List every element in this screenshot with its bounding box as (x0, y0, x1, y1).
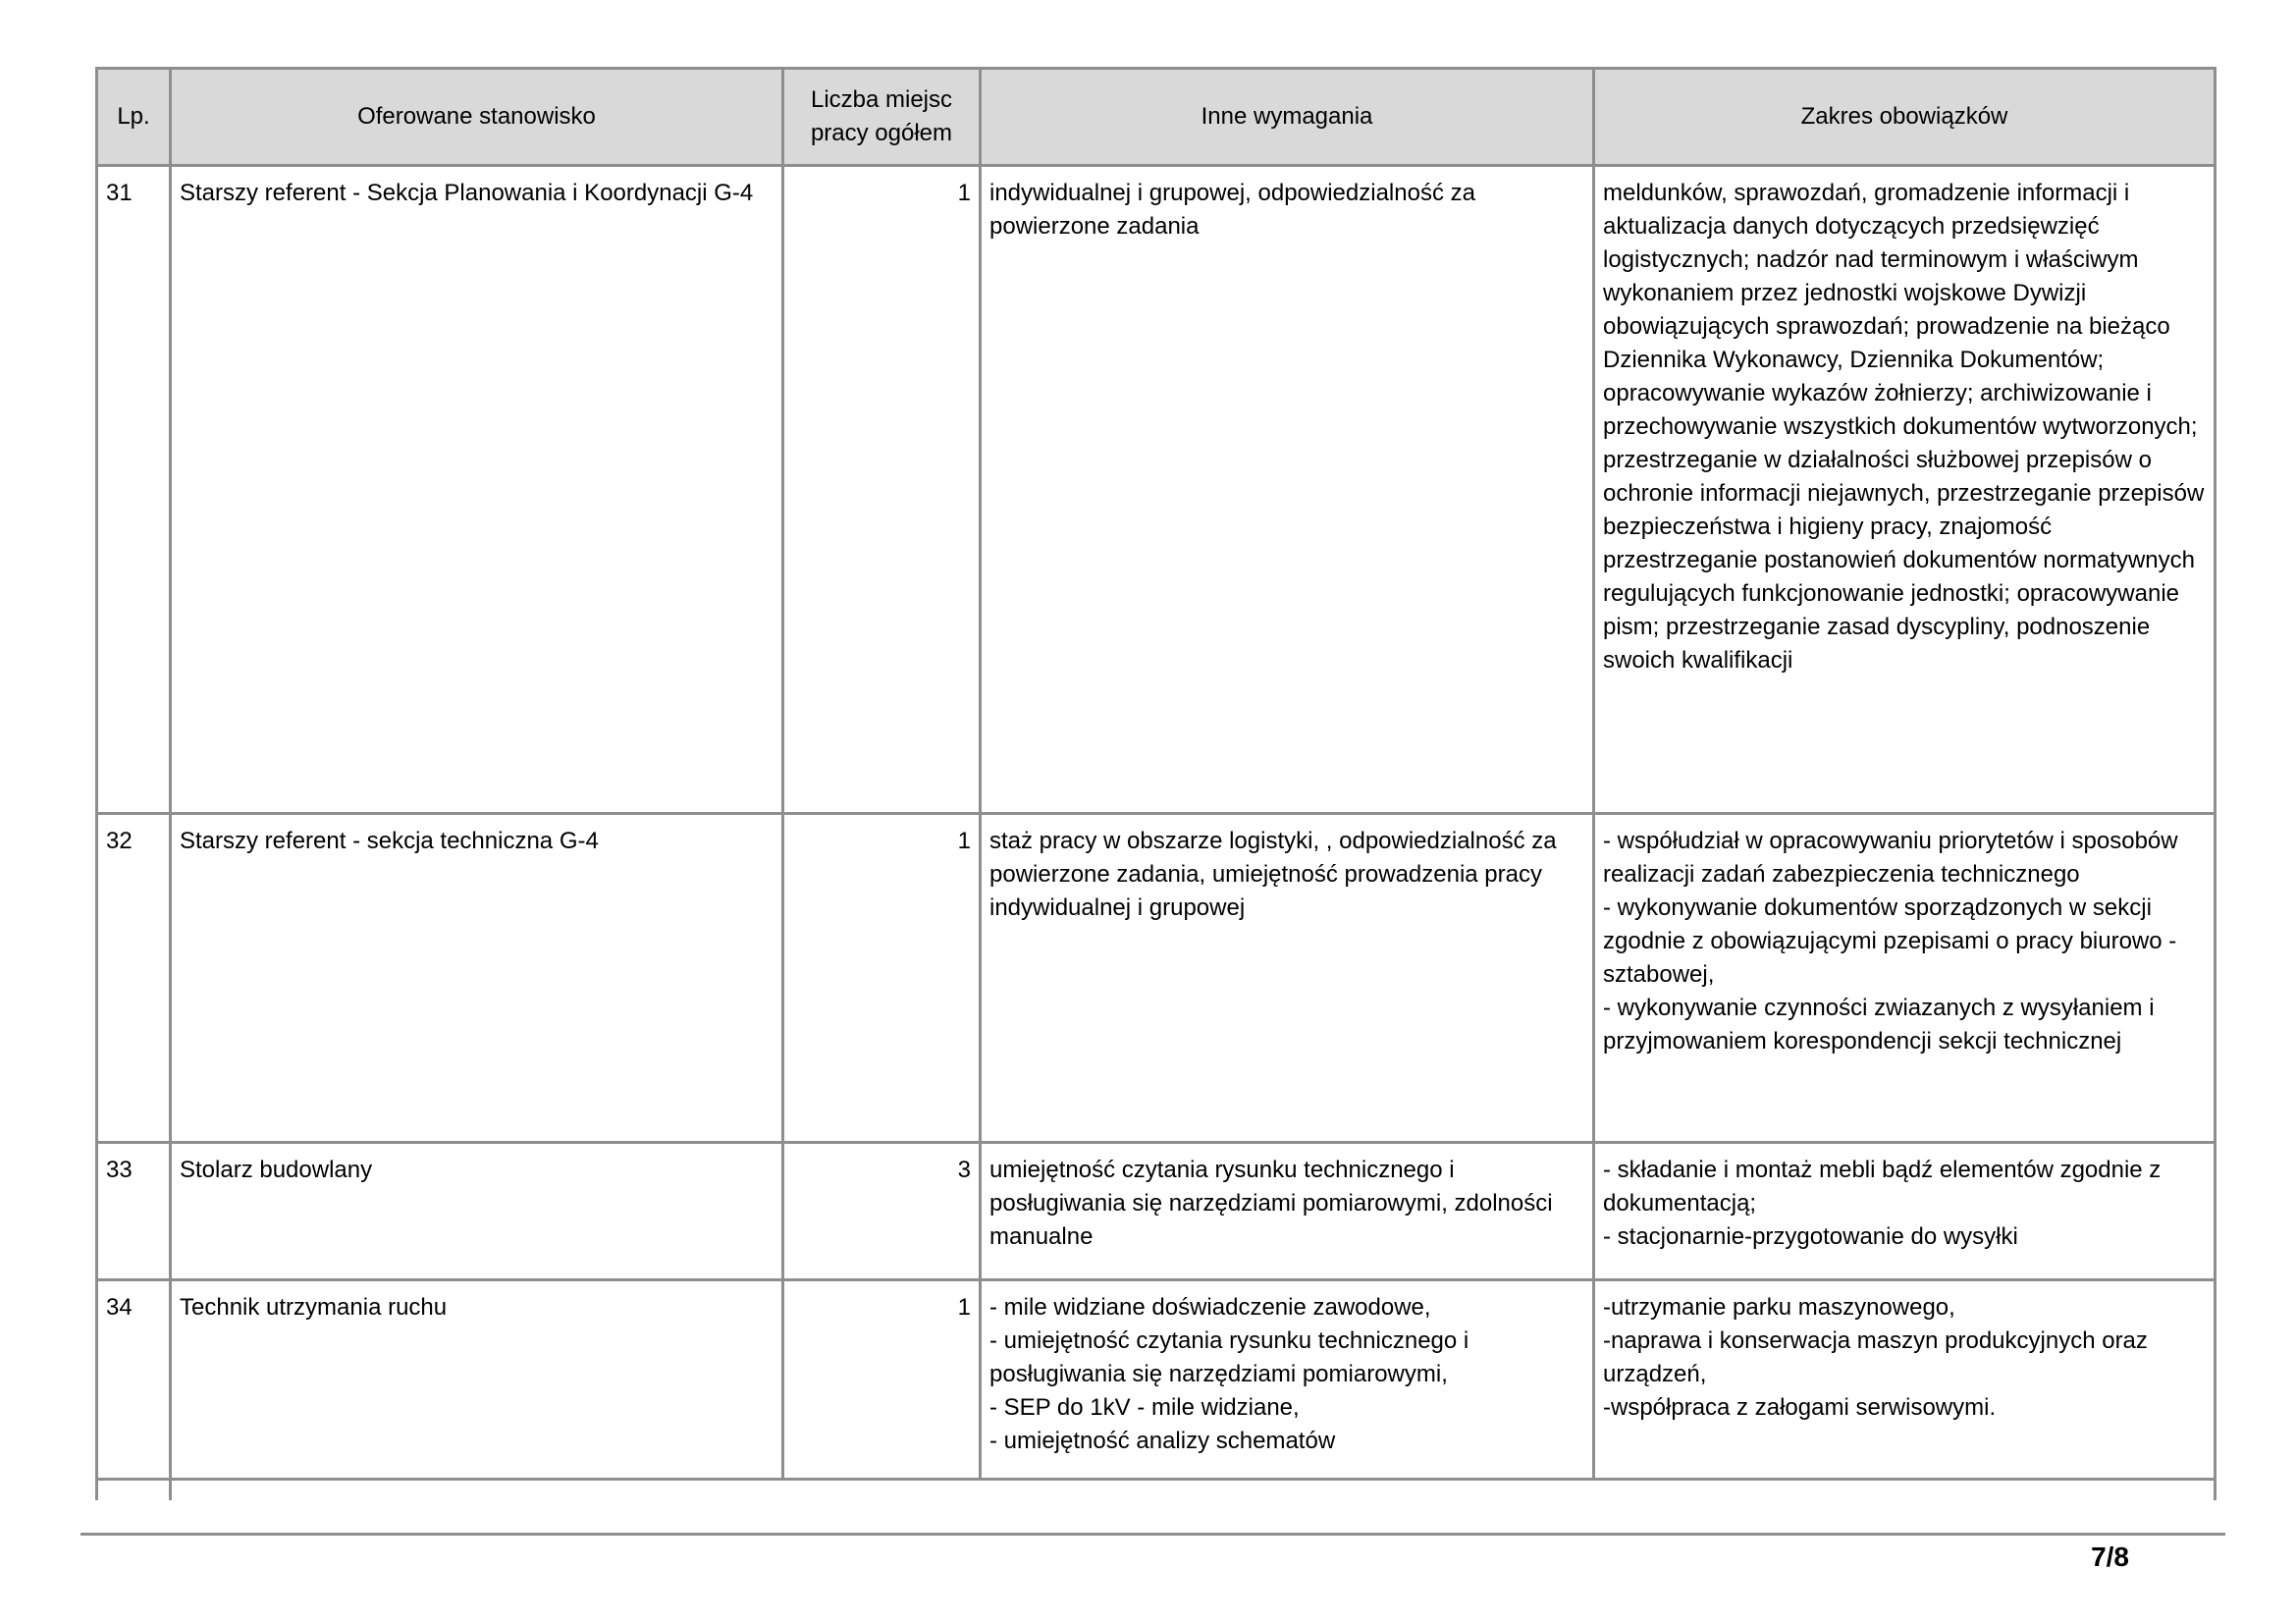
row-duties: meldunków, sprawozdań, gromadzenie informacji i aktualizacja danych dotyczących przedsięwzięć logistycznych; nadzór nad terminowym i właściwym wykonaniem przez jednostki wojskowe Dywizji obowiązujących sprawozdań; prowadzenie na bieżąco Dziennika Wykonawcy, Dziennika Dokumentów; opracowywanie wykazów żołnierzy; archiwizowanie i przechowywanie wszystkich dokumentów wytworzonych; przestrzeganie w działalności służbowej przepisów o ochronie informacji niejawnych, przestrzeganie przepisów bezpieczeństwa i higieny pracy, znajomość przestrzeganie postanowień dokumentów normatywnych regulujących funkcjonowanie jednostki; opracowywanie pism; przestrzeganie zasad dyscypliny, podnoszenie swoich kwalifikacji (1594, 166, 2216, 814)
table-header-row (97, 69, 2216, 166)
table-row (97, 1280, 2216, 1480)
row-position: Technik utrzymania ruchu (171, 1280, 783, 1480)
row-requirements: - mile widziane doświadczenie zawodowe, - umiejętność czytania rysunku technicznego i posługiwania się narzędziami pomiarowymi, - SEP do 1kV - mile widziane, - umiejętność analizy schematów (981, 1280, 1594, 1480)
row-duties: - współudział w opracowywaniu priorytetów i sposobów realizacji zadań zabezpieczenia technicznego - wykonywanie dokumentów sporządzonych w sekcji zgodnie z obowiązującymi pzepisami o pracy biurowo - sztabowej, - wykonywanie czynności zwiazanych z wysyłaniem i przyjmowaniem korespondencji sekcji technicznej (1594, 814, 2216, 1143)
table-row (97, 814, 2216, 1143)
continuation-cell (981, 1480, 1594, 1501)
header-lp: Lp. (97, 69, 171, 166)
row-position: Starszy referent - Sekcja Planowania i Koordynacji G-4 (171, 166, 783, 814)
row-duties: -utrzymanie parku maszynowego, -naprawa i konserwacja maszyn produkcyjnych oraz urządzeń, -współpraca z załogami serwisowymi. (1594, 1280, 2216, 1480)
continuation-cell (97, 1480, 171, 1501)
row-requirements: indywidualnej i grupowej, odpowiedzialność za powierzone zadania (981, 166, 1594, 814)
header-requirements: Inne wymagania (981, 69, 1594, 166)
row-requirements: staż pracy w obszarze logistyki, , odpowiedzialność za powierzone zadania, umiejętność prowadzenia pracy indywidualnej i grupowej (981, 814, 1594, 1143)
header-position: Oferowane stanowisko (171, 69, 783, 166)
continuation-cell (1594, 1480, 2216, 1501)
continuation-cell (783, 1480, 981, 1501)
row-count: 1 (783, 814, 981, 1143)
row-position: Starszy referent - sekcja techniczna G-4 (171, 814, 783, 1143)
table-row (97, 166, 2216, 814)
row-count: 1 (783, 166, 981, 814)
header-duties: Zakres obowiązków (1594, 69, 2216, 166)
continuation-cell (171, 1480, 783, 1501)
header-count: Liczba miejsc pracy ogółem (783, 69, 981, 166)
row-lp: 32 (97, 814, 171, 1143)
table-row (97, 1143, 2216, 1280)
page-number: 7/8 (2091, 1542, 2129, 1572)
row-duties: - składanie i montaż mebli bądź elementów zgodnie z dokumentacją; - stacjonarnie-przygotowanie do wysyłki (1594, 1143, 2216, 1280)
row-lp: 31 (97, 166, 171, 814)
row-lp: 33 (97, 1143, 171, 1280)
footer-divider (80, 1533, 2225, 1536)
row-requirements: umiejętność czytania rysunku technicznego i posługiwania się narzędziami pomiarowymi, zdolności manualne (981, 1143, 1594, 1280)
row-lp: 34 (97, 1280, 171, 1480)
job-offers-table (95, 67, 2216, 1500)
row-count: 1 (783, 1280, 981, 1480)
table-continuation-row (97, 1480, 2216, 1501)
row-position: Stolarz budowlany (171, 1143, 783, 1280)
row-count: 3 (783, 1143, 981, 1280)
